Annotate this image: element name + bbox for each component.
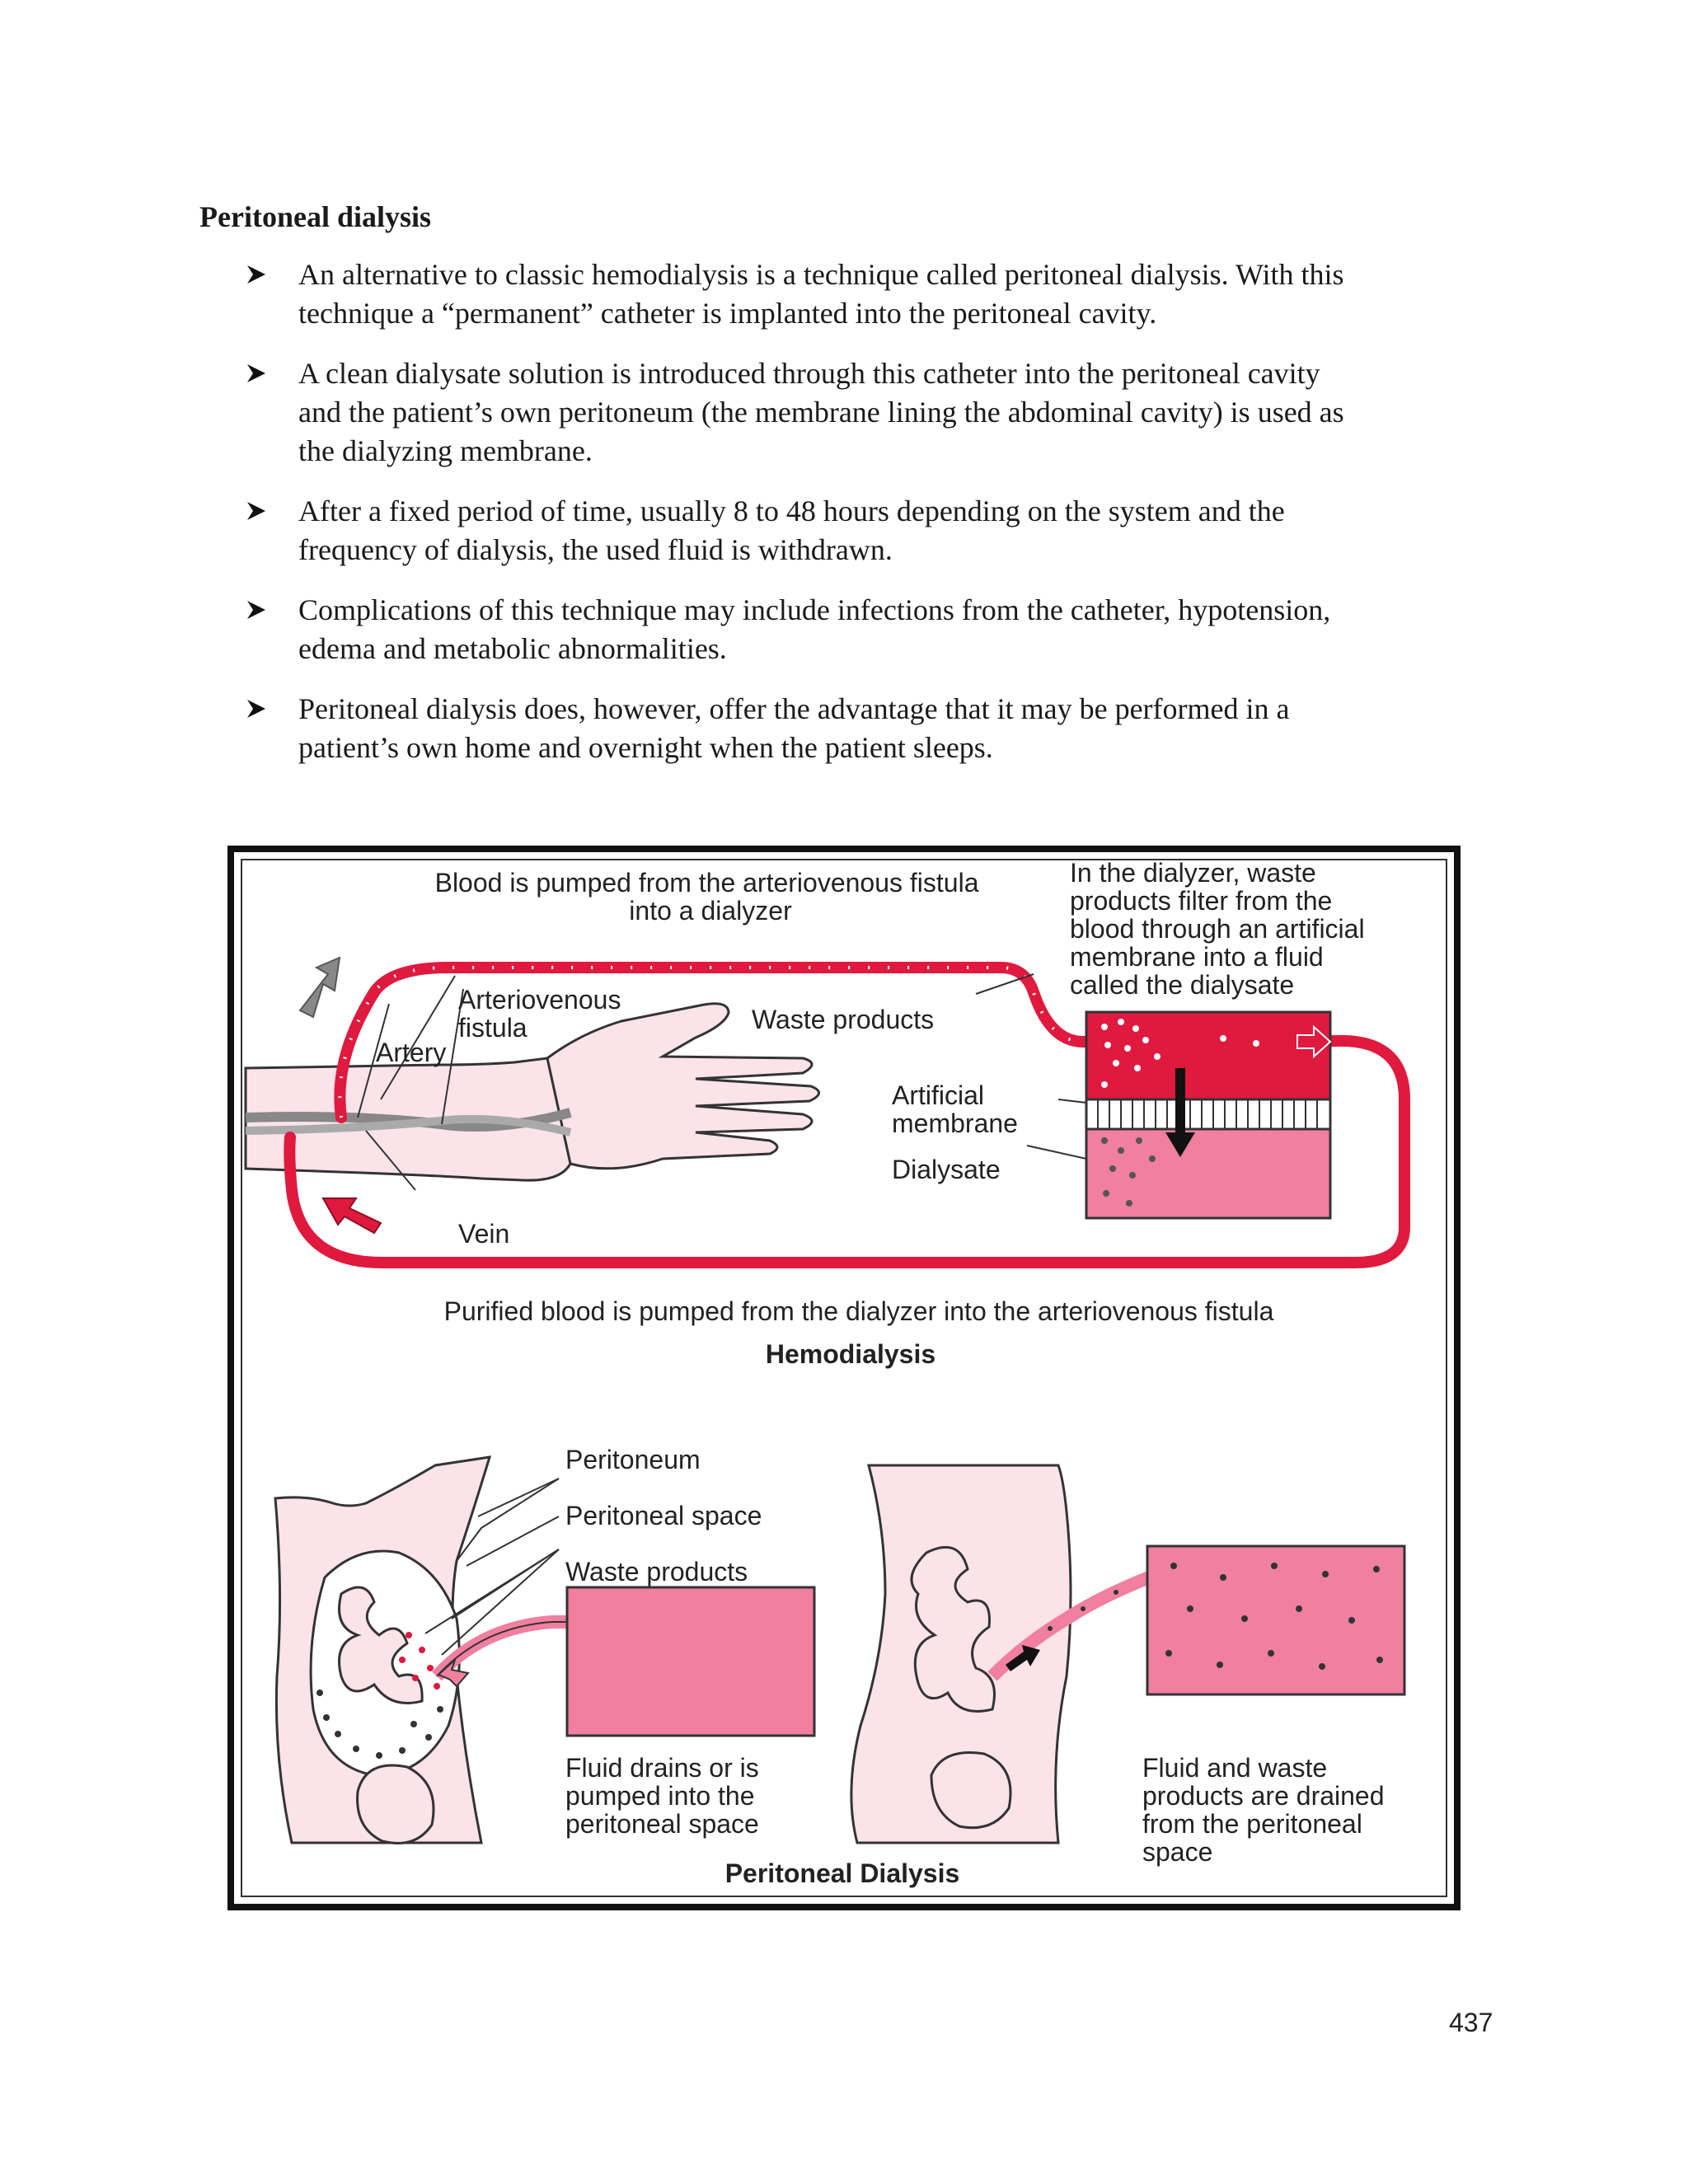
membrane-label-line: Artificial bbox=[892, 1080, 985, 1110]
bullet-line: edema and metabolic abnormalities. bbox=[298, 632, 727, 665]
dialyzer-caption-line: blood through an artificial bbox=[1070, 914, 1365, 944]
flow-up-arrow-icon bbox=[300, 958, 340, 1017]
peritoneal-waste-products-label: Waste products bbox=[565, 1557, 748, 1586]
left-bladder bbox=[358, 1765, 434, 1844]
hemodialysis-panel bbox=[246, 858, 1404, 1369]
dialyzer-blood-chamber bbox=[1086, 1012, 1330, 1099]
right-caption-line: from the peritoneal bbox=[1142, 1809, 1362, 1839]
arrowhead-bullet-icon bbox=[246, 500, 267, 522]
peritoneum-label: Peritoneum bbox=[565, 1445, 701, 1474]
dialyzer-caption-line: products filter from the bbox=[1070, 886, 1333, 916]
bullet-line: Peritoneal dialysis does, however, offer the advantage that it may be performed in a bbox=[298, 692, 1290, 725]
flow-return-arrow-icon bbox=[323, 1198, 381, 1233]
bullet-line: Complications of this technique may include infections from the catheter, hypotension, bbox=[298, 593, 1331, 626]
dialyzer-caption bbox=[1070, 858, 1372, 1000]
bullet-item bbox=[246, 690, 1482, 767]
left-caption bbox=[565, 1753, 767, 1839]
peritoneal-panel bbox=[275, 1445, 1404, 1888]
page-number: 437 bbox=[1449, 2008, 1493, 2037]
bullet-item bbox=[246, 492, 1482, 569]
hemo-bottom-caption: Purified blood is pumped from the dialyzer into the arteriovenous fistula bbox=[443, 1296, 1274, 1326]
arrowhead-bullet-icon bbox=[246, 599, 267, 621]
bullet-line: After a fixed period of time, usually 8 to 48 hours depending on the system and the bbox=[298, 494, 1285, 527]
peritoneal-space-label: Peritoneal space bbox=[565, 1501, 762, 1530]
left-caption-line: peritoneal space bbox=[565, 1809, 759, 1839]
bullet-line: and the patient’s own peritoneum (the membrane lining the abdominal cavity) is used as bbox=[298, 396, 1344, 429]
dialysis-figure bbox=[227, 846, 1461, 1910]
dialysis-illustration bbox=[234, 852, 1454, 1904]
vein-label: Vein bbox=[458, 1219, 510, 1249]
bullet-line: frequency of dialysis, the used fluid is withdrawn. bbox=[298, 533, 893, 566]
dialysate-label: Dialysate bbox=[892, 1155, 1001, 1184]
arrowhead-bullet-icon bbox=[246, 264, 267, 285]
arrowhead-bullet-icon bbox=[246, 698, 267, 719]
arrowhead-bullet-icon bbox=[246, 363, 267, 384]
dialyzer-dialysate-chamber bbox=[1086, 1129, 1330, 1218]
dialyzer-caption-line: membrane into a fluid bbox=[1070, 942, 1324, 972]
membrane-label-line: membrane bbox=[892, 1108, 1018, 1138]
left-dialysate-bag bbox=[567, 1587, 814, 1736]
hemo-top-caption bbox=[435, 868, 987, 926]
hemo-waste-products-label: Waste products bbox=[752, 1005, 935, 1034]
bullet-line: A clean dialysate solution is introduced through this catheter into the peritoneal cavity bbox=[298, 357, 1320, 390]
right-caption-line: products are drained bbox=[1142, 1781, 1385, 1811]
artery-label: Artery bbox=[376, 1038, 447, 1067]
right-caption bbox=[1142, 1753, 1391, 1867]
left-caption-line: Fluid drains or is bbox=[565, 1753, 759, 1783]
fistula-label-line: Arteriovenous bbox=[458, 985, 621, 1015]
left-caption-line: pumped into the bbox=[565, 1781, 755, 1811]
dialyzer-caption-line: In the dialyzer, waste bbox=[1070, 858, 1316, 888]
bullet-item bbox=[246, 354, 1482, 471]
bullet-line: An alternative to classic hemodialysis is a technique called peritoneal dialysis. With this bbox=[298, 258, 1344, 291]
dialyzer-caption-line: called the dialysate bbox=[1070, 970, 1295, 1000]
hemo-top-caption-line: Blood is pumped from the arteriovenous fistula bbox=[434, 868, 979, 898]
right-caption-line: Fluid and waste bbox=[1142, 1753, 1328, 1783]
bullet-line: patient’s own home and overnight when the patient sleeps. bbox=[298, 731, 993, 764]
bullet-line: technique a “permanent” catheter is implanted into the peritoneal cavity. bbox=[298, 297, 1157, 330]
bullet-item bbox=[246, 591, 1482, 668]
fistula-label-line: fistula bbox=[458, 1013, 528, 1043]
hemodialysis-title: Hemodialysis bbox=[765, 1339, 936, 1369]
peritoneal-dialysis-title: Peritoneal Dialysis bbox=[724, 1858, 960, 1888]
artificial-membrane-label bbox=[892, 1080, 1018, 1138]
hemo-top-caption-line: into a dialyzer bbox=[629, 896, 792, 926]
bullet-item bbox=[246, 255, 1482, 333]
section-heading: Peritoneal dialysis bbox=[199, 200, 431, 233]
bullet-line: the dialyzing membrane. bbox=[298, 434, 593, 467]
bullet-list bbox=[246, 255, 1482, 789]
right-caption-line: space bbox=[1142, 1837, 1213, 1867]
